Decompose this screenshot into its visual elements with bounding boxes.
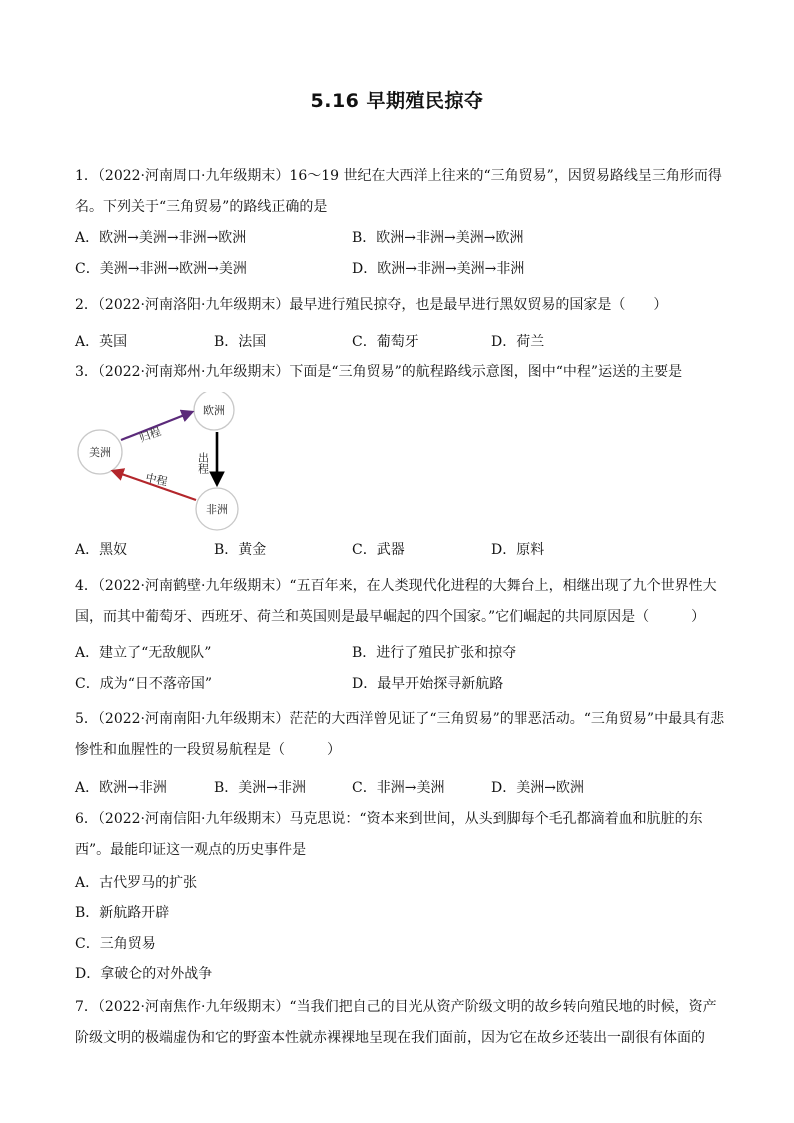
node-africa-label: 非洲 <box>206 503 228 516</box>
question-1-line-1: 1．（2022·河南周口·九年级期末）16～19 世纪在大西洋上往来的“三角贸易”，因贸易路线呈三角形而得 <box>75 168 722 184</box>
question-3-option-a[interactable]: A．黑奴 <box>75 542 128 558</box>
question-4-option-a[interactable]: A．建立了“无敌舰队” <box>75 645 212 661</box>
question-4-line-2: 国，而其中葡萄牙、西班牙、荷兰和英国则是最早崛起的四个国家。”它们崛起的共同原因是（ ） <box>75 609 706 625</box>
question-4-option-d[interactable]: D．最早开始探寻新航路 <box>352 676 504 692</box>
question-5-option-c[interactable]: C．非洲→美洲 <box>352 780 445 796</box>
question-6-line-2: 西”。最能印证这一观点的历史事件是 <box>75 842 307 858</box>
node-america-label: 美洲 <box>89 446 111 459</box>
question-2-option-a[interactable]: A．英国 <box>75 334 128 350</box>
question-5-line-2: 惨性和血腥性的一段贸易航程是（ ） <box>75 742 341 758</box>
question-6-line-1: 6．（2022·河南信阳·九年级期末）马克思说：“资本来到世间，从头到脚每个毛孔都滴着血和肮脏的东 <box>75 811 703 827</box>
node-america <box>78 430 122 474</box>
question-3-option-c[interactable]: C．武器 <box>352 542 405 558</box>
question-6-option-c[interactable]: C．三角贸易 <box>75 936 156 952</box>
triangle-trade-diagram <box>75 392 295 532</box>
question-2-option-d[interactable]: D．荷兰 <box>491 334 545 350</box>
question-4-line-1: 4．（2022·河南鹤壁·九年级期末）“五百年来，在人类现代化进程的大舞台上，相继出现了九个世界性大 <box>75 578 717 594</box>
question-6-option-d[interactable]: D．拿破仑的对外战争 <box>75 966 213 982</box>
question-2-option-c[interactable]: C．葡萄牙 <box>352 334 419 350</box>
question-6-option-b[interactable]: B．新航路开辟 <box>75 905 170 921</box>
node-europe <box>194 392 234 430</box>
question-7-line-2: 阶级文明的极端虚伪和它的野蛮本性就赤裸裸地呈现在我们面前，因为它在故乡还装出一副很有体面的 <box>75 1030 705 1046</box>
node-europe-label: 欧洲 <box>203 404 225 417</box>
question-1-line-2: 名。下列关于“三角贸易”的路线正确的是 <box>75 199 328 215</box>
question-1-option-d[interactable]: D．欧洲→非洲→美洲→非洲 <box>352 261 525 277</box>
question-4-option-b[interactable]: B．进行了殖民扩张和掠夺 <box>352 645 517 661</box>
question-1-option-a[interactable]: A．欧洲→美洲→非洲→欧洲 <box>75 230 247 246</box>
question-5-line-1: 5．（2022·河南南阳·九年级期末）茫茫的大西洋曾见证了“三角贸易”的罪恶活动。“三角贸易”中最具有悲 <box>75 711 725 727</box>
return-leg-label: 归程 <box>137 425 163 445</box>
question-3-line-1: 3．（2022·河南郑州·九年级期末）下面是“三角贸易”的航程路线示意图，图中“中程”运送的主要是 <box>75 364 683 380</box>
outbound-leg-label: 出程 <box>196 452 210 474</box>
question-5-option-a[interactable]: A．欧洲→非洲 <box>75 780 167 796</box>
question-5-option-b[interactable]: B．美洲→非洲 <box>214 780 307 796</box>
question-5-option-d[interactable]: D．美洲→欧洲 <box>491 780 584 796</box>
node-africa <box>196 488 238 530</box>
question-2-option-b[interactable]: B．法国 <box>214 334 267 350</box>
question-4-option-c[interactable]: C．成为“日不落帝国” <box>75 676 213 692</box>
middle-leg-label: 中程 <box>144 471 169 489</box>
question-3-option-b[interactable]: B．黄金 <box>214 542 267 558</box>
question-3-option-d[interactable]: D．原料 <box>491 542 545 558</box>
question-7-line-1: 7．（2022·河南焦作·九年级期末）“当我们把自己的目光从资产阶级文明的故乡转向殖民地的时候，资产 <box>75 999 717 1015</box>
question-1-option-b[interactable]: B．欧洲→非洲→美洲→欧洲 <box>352 230 524 246</box>
question-1-option-c[interactable]: C．美洲→非洲→欧洲→美洲 <box>75 261 247 277</box>
page-title: 5.16 早期殖民掠夺 <box>310 90 484 112</box>
question-2-line-1: 2．（2022·河南洛阳·九年级期末）最早进行殖民掠夺，也是最早进行黑奴贸易的国家是（ ） <box>75 297 668 313</box>
question-6-option-a[interactable]: A．古代罗马的扩张 <box>75 875 198 891</box>
